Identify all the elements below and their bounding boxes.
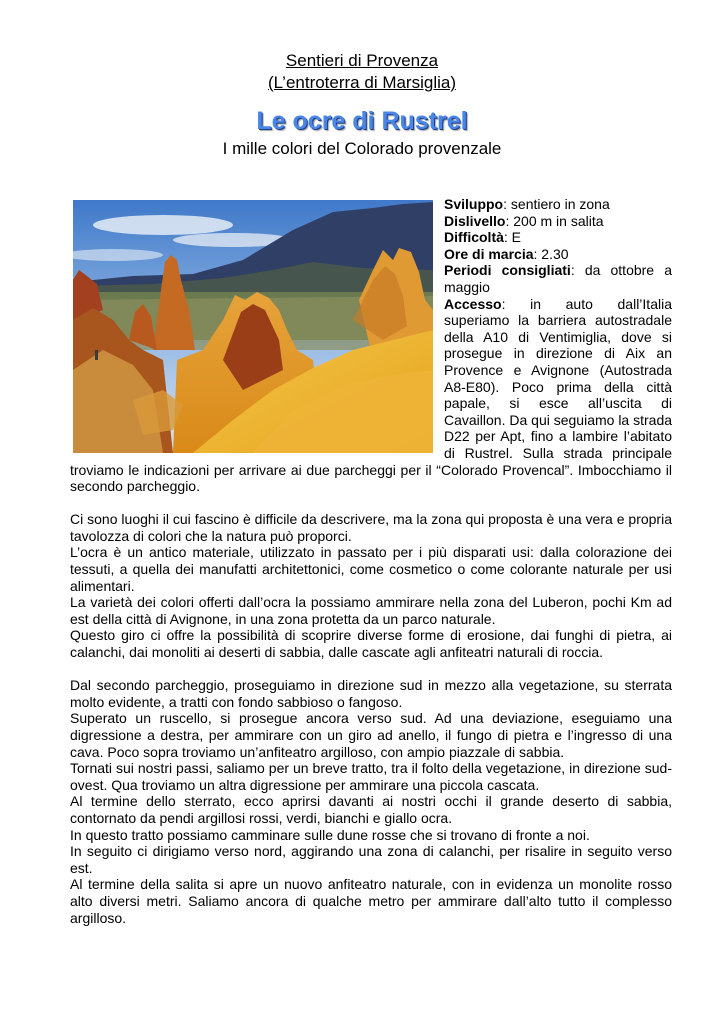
fact-label: Ore di marcia — [444, 245, 534, 262]
fact-value: : da ottobre a maggio — [444, 262, 672, 295]
paragraph: Ci sono luoghi il cui fascino è difficile da descrivere, ma la zona qui proposta è una vera e propria tavolozza di colori che la natura può proporci. — [70, 511, 672, 544]
paragraph: In seguito ci dirigiamo verso nord, aggirando una zona di calanchi, per risalire in seguito verso est. — [70, 843, 672, 876]
fact-value: : 2.30 — [533, 245, 569, 262]
paragraph: Questo giro ci offre la possibilità di scoprire diverse forme di erosione, dai funghi di pietra, ai calanchi, dai monoliti ai deserti di sabbia, dalle cascate agli anfiteatri naturali di roccia. — [70, 627, 672, 661]
paragraph-gap — [70, 495, 672, 512]
paragraph: L’ocra è un antico materiale, utilizzato in passato per i più disparati usi: dalla colorazione dei tessuti, a quella dei manufatti architettonici, come cosmetico o come colorante naturale per usi alimentari. — [70, 544, 672, 594]
fact-label: Sviluppo — [444, 196, 504, 212]
paragraph: Dal secondo parcheggio, proseguiamo in direzione sud in mezzo alla vegetazione, su sterrata molto evidente, a tratti con fondo sabbioso o fangoso. — [70, 677, 672, 710]
fact-value: : E — [503, 229, 522, 246]
page-subtitle: I mille colori del Colorado provenzale — [222, 139, 502, 158]
paragraph: Tornati sui nostri passi, saliamo per un breve tratto, tra il folto della vegetazione, in direzione sud-ovest. Qua troviamo un altra digressione per ammirare una piccola cascata. — [70, 760, 672, 793]
paragraph: In questo tratto possiamo camminare sulle dune rosse che si trovano di fronte a noi. — [70, 826, 590, 843]
fact-label: Accesso — [444, 295, 502, 312]
fact-value: : 200 m in salita — [505, 212, 604, 229]
paragraph: La varietà dei colori offerti dall’ocra la possiamo ammirare nella zona del Luberon, pochi Km ad est della città di Avignone, in una zona protetta da un parco naturale. — [70, 594, 672, 627]
paragraph: Superato un ruscello, si prosegue ancora verso sud. Ad una deviazione, eseguiamo una digressione a destra, per ammirare con un giro ad anello, il fungo di pietra e l’ingresso di una cava. Poco sopra troviamo un’anfiteatro argilloso, con ampio piazzale di sabbia. — [70, 710, 672, 760]
fact-label: Dislivello — [444, 212, 506, 229]
fact-value: : sentiero in zona — [503, 196, 610, 212]
page-title: Le ocre di Rustrel — [256, 107, 468, 135]
article-body — [70, 196, 672, 926]
fact-value: : in auto dall’Italia superiamo la barriera autostradale della A10 di Ventimiglia, dove si prosegue in direzione di Aix an Provence e Avignone (Autostrada A8-E80). Poco prima della città papale, si esce all’uscita di Cavaillon. Da qui seguiamo la strada D22 per Apt, fino a lambire l’abitato di Rustrel. Sulla strada principale troviamo le indicazioni per arrivare ai due parcheggi per il “Colorado Provencal”. Imbocchiamo il secondo parcheggio. — [70, 295, 673, 495]
series-subtitle: (L’entroterra di Marsiglia) — [267, 73, 456, 92]
paragraph: Al termine dello sterrato, ecco aprirsi davanti ai nostri occhi il grande deserto di sabbia, contornato da pendi argillosi rossi, verdi, bianchi e giallo ocra. — [70, 793, 672, 826]
series-title: Sentieri di Provenza — [285, 51, 439, 70]
paragraph-gap — [70, 661, 672, 678]
header — [0, 50, 724, 160]
ochre-cliffs-photo — [73, 200, 433, 453]
fact-label: Difficoltà — [444, 229, 504, 246]
paragraph: Al termine della salita si apre un nuovo anfiteatro naturale, con in evidenza un monolite rosso alto diversi metri. Saliamo ancora di qualche metro per ammirare dall’alto tutto il complesso argilloso. — [70, 876, 672, 926]
fact-label: Periodi consigliati — [444, 262, 571, 279]
